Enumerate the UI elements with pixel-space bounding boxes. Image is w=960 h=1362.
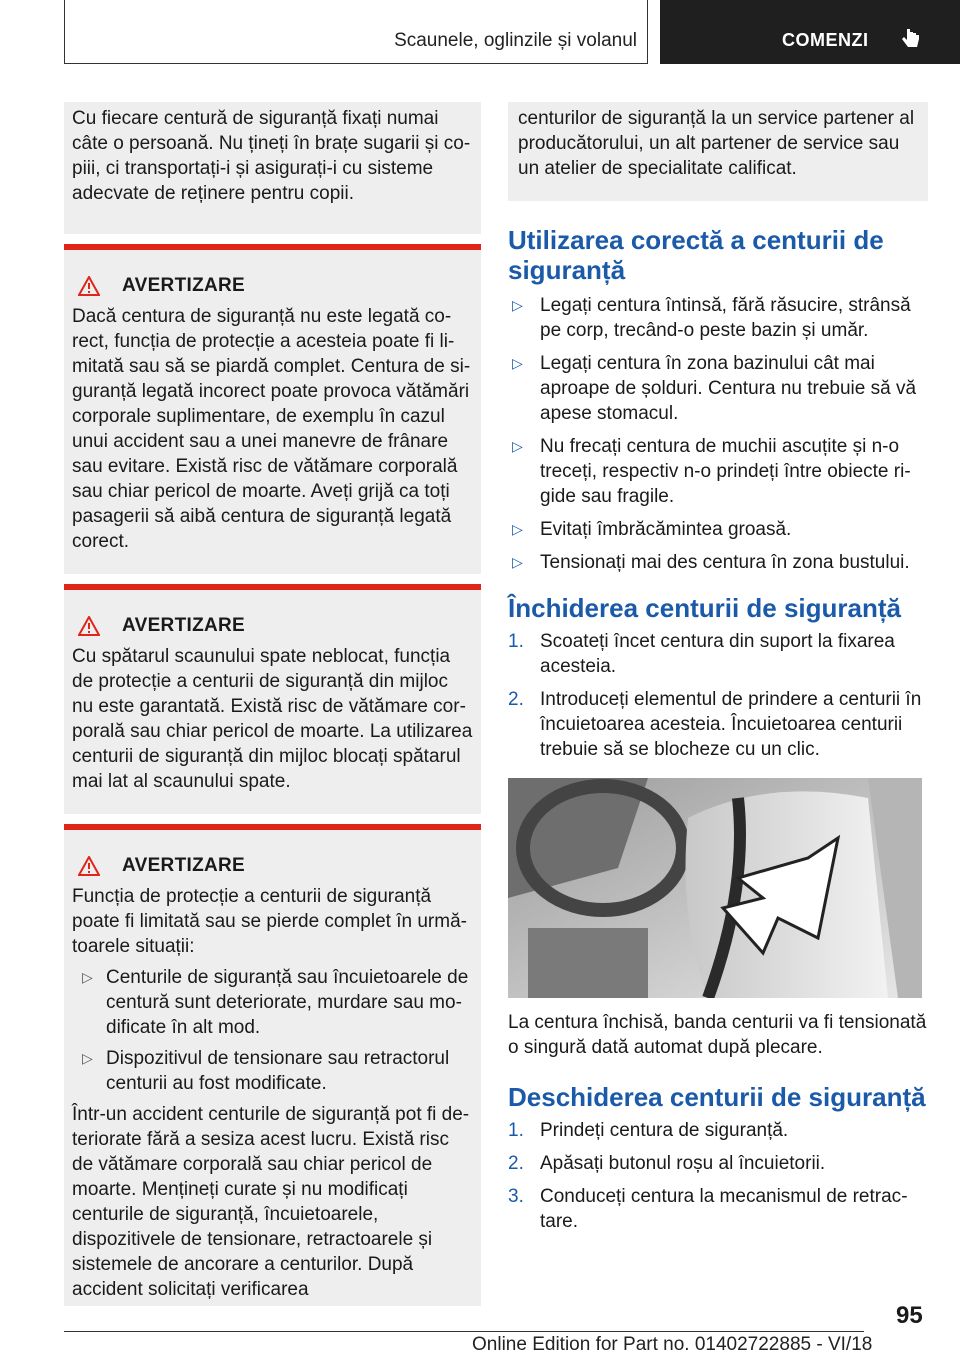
header-section-tab [64,0,648,64]
intro-box [64,102,481,234]
warning-text: Cu spătarul scaunului spate neblocat, funcția de protecție a centurii de siguranță din mijloc nu este garantată. Există risc de vătămare corporală sau chiar pericol de moarte. La utilizarea centurii de siguranță din mijloc blocați spătarul mai lat al scaunului spate. [72,646,473,792]
section-title: Scaunele, oglinzile și volanul [394,30,637,51]
footer-divider [64,1331,864,1332]
list-item: 2. Apăsați butonul roșu al încuietorii. [508,1153,826,1174]
list-item: ▷ Nu frecați centura de muchii ascuțite și n-o treceți, respectiv n-o prindeți între obiecte rigide sau fragile. [512,436,911,507]
triangle-bullet-icon: ▷ [512,554,523,570]
hand-pointer-icon [898,27,922,53]
warning-title: AVERTIZARE [122,855,245,876]
list-item: ▷ Evitați îmbrăcămintea groasă. [512,519,792,540]
footer-edition: Online Edition for Part no. 01402722885 - VI/18 [472,1334,873,1355]
list-item: 2. Introduceți elementul de prindere a centurii în încuietoarea acesteia. Încuietoarea centurii trebuie să se blocheze cu un clic. [508,689,922,760]
list-item: 1. Scoateți încet centura din suport la fixarea acesteia. [508,631,895,677]
intro-text: Cu fiecare centură de siguranță fixați numai câte o persoană. Nu țineți în brațe sugarii și copiii, ci transportați-i și asigurați-i cu sisteme adecvate de reținere pentru copii. [72,108,471,204]
section-heading: Utilizarea corectă a centurii de siguranță [508,225,884,285]
step-number: 1. [508,631,524,652]
left-column [64,102,481,1306]
triangle-bullet-icon: ▷ [82,969,93,985]
continued-text: centurilor de siguranță la un service partener al producătorului, un alt partener de service sau un atelier de specialitate calificat. [518,108,915,179]
page-number: 95 [896,1302,923,1329]
chapter-title: COMENZI [782,30,869,50]
warning-box-1 [64,250,481,574]
step-number: 1. [508,1120,524,1141]
seatbelt-buckle-photo [508,778,922,998]
step-number: 3. [508,1186,524,1207]
warning-text: Dacă centura de siguranță nu este legată corect, funcția de protecție a acesteia poate fi limitată sau să se piardă complet. Centura de siguranță legată incorect poate provoca vătămări corporale suplimentare, de exemplu în cazul unui accident sau a unei manevre de frânare sau evitare. Există risc de vătămare corporală sau chiar pericol de moarte. Aveți grijă ca toți pasagerii să aibă centura de siguranță legată corect. [72,306,471,552]
header-chapter-tab [660,0,960,64]
triangle-bullet-icon: ▷ [512,521,523,537]
warning-text: Într-un accident centurile de siguranță pot fi deteriorate fără a sesiza acest lucru. Există risc de vătămare corporală sau chiar pericol de moarte. Mențineți curate și nu modificați centurile de siguranță, încuietoarele, dispozitivele de tensionare, retractoarele și sistemele de ancorare a centurilor. După accident solicitați verificarea [72,1104,470,1300]
seat-photo-illustration [508,778,922,998]
continued-box [508,102,928,201]
usage-bullet-list [508,293,928,575]
closing-steps-list [508,629,928,762]
triangle-bullet-icon: ▷ [512,438,523,454]
list-item: ▷ Tensionați mai des centura în zona bustului. [512,552,910,573]
warning-triangle-icon [78,856,100,876]
warning-title: AVERTIZARE [122,615,245,636]
section-heading: Închiderea centurii de siguranță [508,593,901,623]
photo-caption: La centura închisă, banda centurii va fi tensionată o singură dată automat după plecare. [508,1012,927,1058]
list-item: ▷ Dispozitivul de tensionare sau retractorul centurii au fost modificate. [82,1048,450,1094]
list-item: ▷ Legați centura în zona bazinului cât mai aproape de șolduri. Centura nu trebuie să vă apese stomacul. [512,353,917,424]
right-column [508,102,928,1242]
list-item: ▷ Centurile de siguranță sau încuietoarele de centură sunt deteriorate, murdare sau modificate în alt mod. [82,967,469,1038]
opening-steps-list [508,1118,928,1234]
list-item: 3. Conduceți centura la mecanismul de retractare. [508,1186,908,1232]
warning-triangle-icon [78,616,100,636]
triangle-bullet-icon: ▷ [512,355,523,371]
warning-triangle-icon [78,276,100,296]
triangle-bullet-icon: ▷ [512,297,523,313]
step-number: 2. [508,689,524,710]
list-item: ▷ Legați centura întinsă, fără răsucire, strânsă pe corp, trecând-o peste bazin și umăr. [512,295,911,341]
triangle-bullet-icon: ▷ [82,1050,93,1066]
warning-box-2 [64,590,481,814]
warning-text: Funcția de protecție a centurii de siguranță poate fi limitată sau se pierde complet în următoarele situații: [72,886,467,957]
list-item: 1. Prindeți centura de siguranță. [508,1120,789,1141]
warning-title: AVERTIZARE [122,275,245,296]
step-number: 2. [508,1153,524,1174]
section-heading: Deschiderea centurii de siguranță [508,1082,926,1112]
warning-box-3 [64,830,481,1306]
warning-bullet-list [72,965,473,1096]
